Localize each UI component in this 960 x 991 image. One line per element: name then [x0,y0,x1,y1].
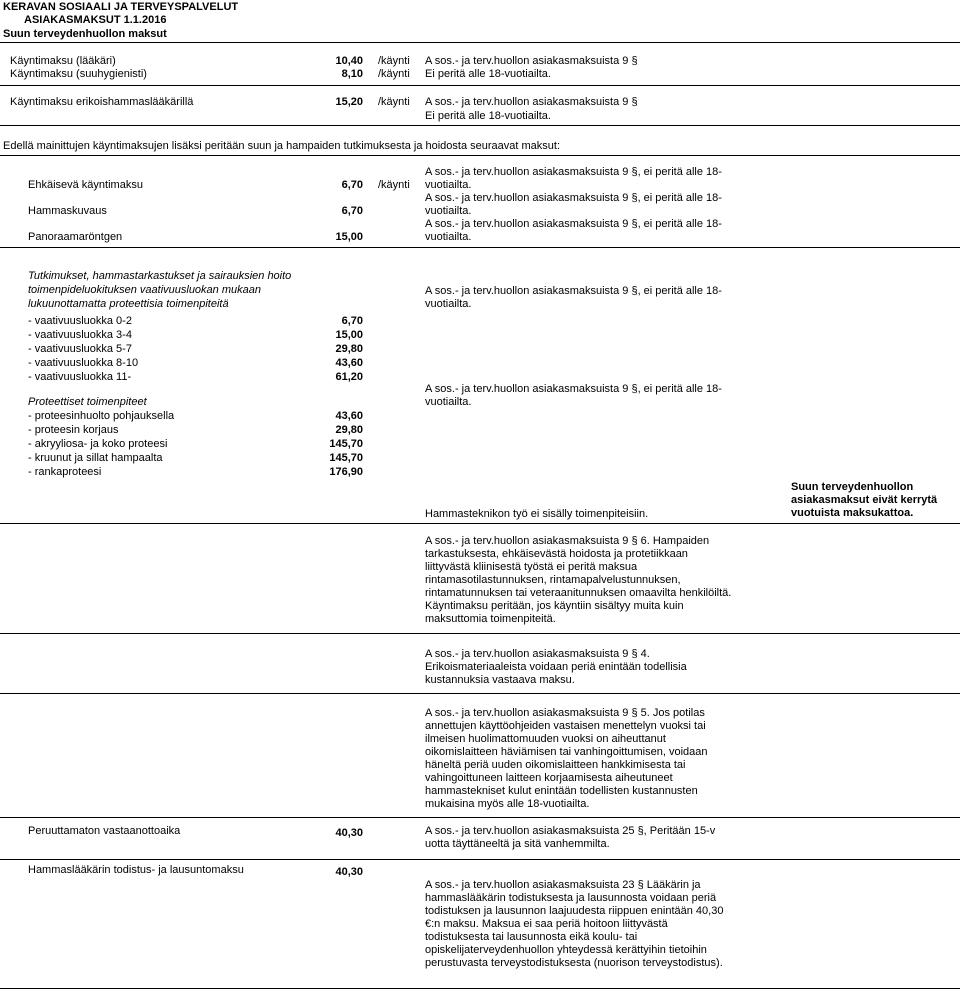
divider [0,817,960,818]
note-line: tarkastuksesta, ehkäisevästä hoidosta ja protetiikkaan [425,548,688,560]
divider [0,988,960,989]
tech-note: Hammasteknikon työ ei sisälly toimenpiteisiin. [425,508,649,520]
prosthetic-label: - proteesin korjaus [28,424,119,436]
exam-note: vuotiailta. [425,179,472,191]
class-price: 6,70 [341,315,363,327]
exam-label: Ehkäisevä käyntimaksu [28,179,143,191]
prosthetic-label: - proteesinhuolto pohjauksella [28,410,175,422]
prosthetic-label: - akryyliosa- ja koko proteesi [28,438,168,450]
exam-note: vuotiailta. [425,205,472,217]
exam-unit: /käynti [378,179,410,191]
note-line: perustuvasta terveystodistuksesta (nuorison terveystodistus). [425,957,723,969]
divider [0,523,960,524]
class-label: - vaativuusluokka 0-2 [28,315,132,327]
class-label: - vaativuusluokka 3-4 [28,329,132,341]
certificate-label: Hammaslääkärin todistus- ja lausuntomaksu [28,864,244,876]
divider [0,155,960,156]
divider [0,42,960,43]
note-block-6 [425,535,755,626]
note-line: €:n maksu. Maksua ei saa periä hoitoon liittyvästä [425,918,668,930]
missed-label: Peruuttamaton vastaanottoaika [28,825,181,837]
note-line: todistuksesta tai lausunnosta eikä koulu- tai [425,931,638,943]
prosthetics-heading: Proteettiset toimenpiteet [28,396,147,408]
note-line: Käyntimaksu peritään, jos käyntiin sisältyy muita kuin [425,600,684,612]
visit-unit: /käynti [378,68,410,80]
specialist-unit: /käynti [378,96,410,108]
note-line: ilmeisen huolimattomuuden vuoksi on aiheuttanut [425,733,666,745]
visit-price: 10,40 [335,55,363,67]
note-line: A sos.- ja terv.huollon asiakasmaksuista 9 § 5. Jos potilas [425,707,705,719]
exam-price: 15,00 [335,231,363,243]
note-block-4 [425,648,755,687]
visit-unit: /käynti [378,55,410,67]
class-label: - vaativuusluokka 11- [28,371,132,383]
note-line: rintamatunnuksen tai veteraanitunnuksen omaavilta henkilöiltä. [425,587,732,599]
note-line: maksuttomia toimenpiteitä. [425,613,556,625]
note-line: oikomislaitteen häviämisen tai vanhingoittumisen, voidaan [425,746,708,758]
prosthetic-price: 43,60 [335,410,363,422]
specialist-note: Ei peritä alle 18-vuotiailta. [425,110,551,122]
exam-price: 6,70 [341,205,363,217]
note-line: annettujen käyttöohjeiden vastaisen menettelyn vuoksi tai [425,720,706,732]
prosthetic-label: - rankaproteesi [28,466,102,478]
divider [0,693,960,694]
visit-label: Käyntimaksu (lääkäri) [10,55,116,67]
prosthetics-note: vuotiailta. [425,396,472,408]
exam-note: vuotiailta. [425,231,472,243]
exam-price: 6,70 [341,179,363,191]
divider [0,633,960,634]
divider [0,859,960,860]
prosthetic-price: 145,70 [329,438,363,450]
class-label: - vaativuusluokka 5-7 [28,343,132,355]
specialist-price: 15,20 [335,96,363,108]
note-line: opiskelijaterveydenhuollon yhteydessä kerättyihin tietoihin [425,944,707,956]
exam-label: Hammaskuvaus [28,205,107,217]
note-line: liittyvästä kliinisestä työstä ei peritä maksua [425,561,638,573]
visit-label: Käyntimaksu (suuhygienisti) [10,68,147,80]
note-line: kustannuksia vastaava maksu. [425,674,575,686]
class-price: 61,20 [335,371,363,383]
divider [0,125,960,126]
treatments-note: A sos.- ja terv.huollon asiakasmaksuista 9 §, ei peritä alle 18- [425,285,722,297]
side-note: asiakasmaksut eivät kerrytä [791,494,938,506]
section-title: Suun terveydenhuollon maksut [3,28,167,40]
treatments-heading: toimenpideluokituksen vaativuusluokan mukaan [28,284,261,296]
prosthetic-price: 29,80 [335,424,363,436]
missed-note [425,825,755,851]
exam-label: Panoraamaröntgen [28,231,123,243]
exam-note: A sos.- ja terv.huollon asiakasmaksuista 9 §, ei peritä alle 18- [425,192,722,204]
intro-text: Edellä mainittujen käyntimaksujen lisäksi peritään suun ja hampaiden tutkimuksesta ja hoidosta seuraavat maksut: [3,140,561,152]
note-line: uotta täyttäneeltä ja sitä vanhemmilta. [425,838,610,850]
exam-note: A sos.- ja terv.huollon asiakasmaksuista 9 §, ei peritä alle 18- [425,166,722,178]
side-note: Suun terveydenhuollon [791,481,914,493]
note-line: vahingoittuneen laitteen korjaamisesta aiheutuneet [425,772,673,784]
specialist-note: A sos.- ja terv.huollon asiakasmaksuista 9 § [425,96,638,108]
treatments-heading: lukuunottamatta proteettisia toimenpiteitä [28,298,229,310]
prosthetics-note: A sos.- ja terv.huollon asiakasmaksuista 9 §, ei peritä alle 18- [425,383,722,395]
note-line: hammaslääkärin todistuksesta ja lausunnosta voidaan periä [425,892,717,904]
class-price: 29,80 [335,343,363,355]
class-price: 43,60 [335,357,363,369]
divider [0,85,960,86]
visit-note: Ei peritä alle 18-vuotiailta. [425,68,551,80]
treatments-note: vuotiailta. [425,298,472,310]
certificate-note [425,879,755,970]
treatments-heading: Tutkimukset, hammastarkastukset ja sairauksien hoito [28,270,292,282]
exam-note: A sos.- ja terv.huollon asiakasmaksuista 9 §, ei peritä alle 18- [425,218,722,230]
prosthetic-label: - kruunut ja sillat hampaalta [28,452,163,464]
doc-title: ASIAKASMAKSUT 1.1.2016 [24,14,167,26]
class-label: - vaativuusluokka 8-10 [28,357,139,369]
visit-price: 8,10 [341,68,363,80]
specialist-label: Käyntimaksu erikoishammaslääkärillä [10,96,194,108]
note-line: todistuksen ja lausunnon laajuudesta riippuen enintään 40,30 [425,905,724,917]
note-line: häneltä periä uuden oikomislaitteen hankkimisesta tai [425,759,686,771]
note-line: A sos.- ja terv.huollon asiakasmaksuista 9 § 4. [425,648,650,660]
note-line: A sos.- ja terv.huollon asiakasmaksuista 25 §, Peritään 15-v [425,825,716,837]
prosthetic-price: 176,90 [329,466,363,478]
note-line: Erikoismateriaaleista voidaan periä enintään todellisia [425,661,687,673]
note-line: A sos.- ja terv.huollon asiakasmaksuista 23 § Lääkärin ja [425,879,701,891]
class-price: 15,00 [335,329,363,341]
note-block-5 [425,707,755,811]
note-line: mukaisina myös alle 18-vuotiailta. [425,798,590,810]
note-line: hammastekniset kulut enintään todellisten kustannusten [425,785,698,797]
prosthetic-price: 145,70 [329,452,363,464]
certificate-price: 40,30 [335,866,363,878]
note-line: A sos.- ja terv.huollon asiakasmaksuista 9 § 6. Hampaiden [425,535,710,547]
missed-price: 40,30 [335,827,363,839]
visit-note: A sos.- ja terv.huollon asiakasmaksuista 9 § [425,55,638,67]
side-note: vuotuista maksukattoa. [791,507,914,519]
divider [0,247,960,248]
org-title: KERAVAN SOSIAALI JA TERVEYSPALVELUT [3,1,239,13]
note-line: rintamasotilastunnuksen, rintamapalvelustunnuksen, [425,574,681,586]
